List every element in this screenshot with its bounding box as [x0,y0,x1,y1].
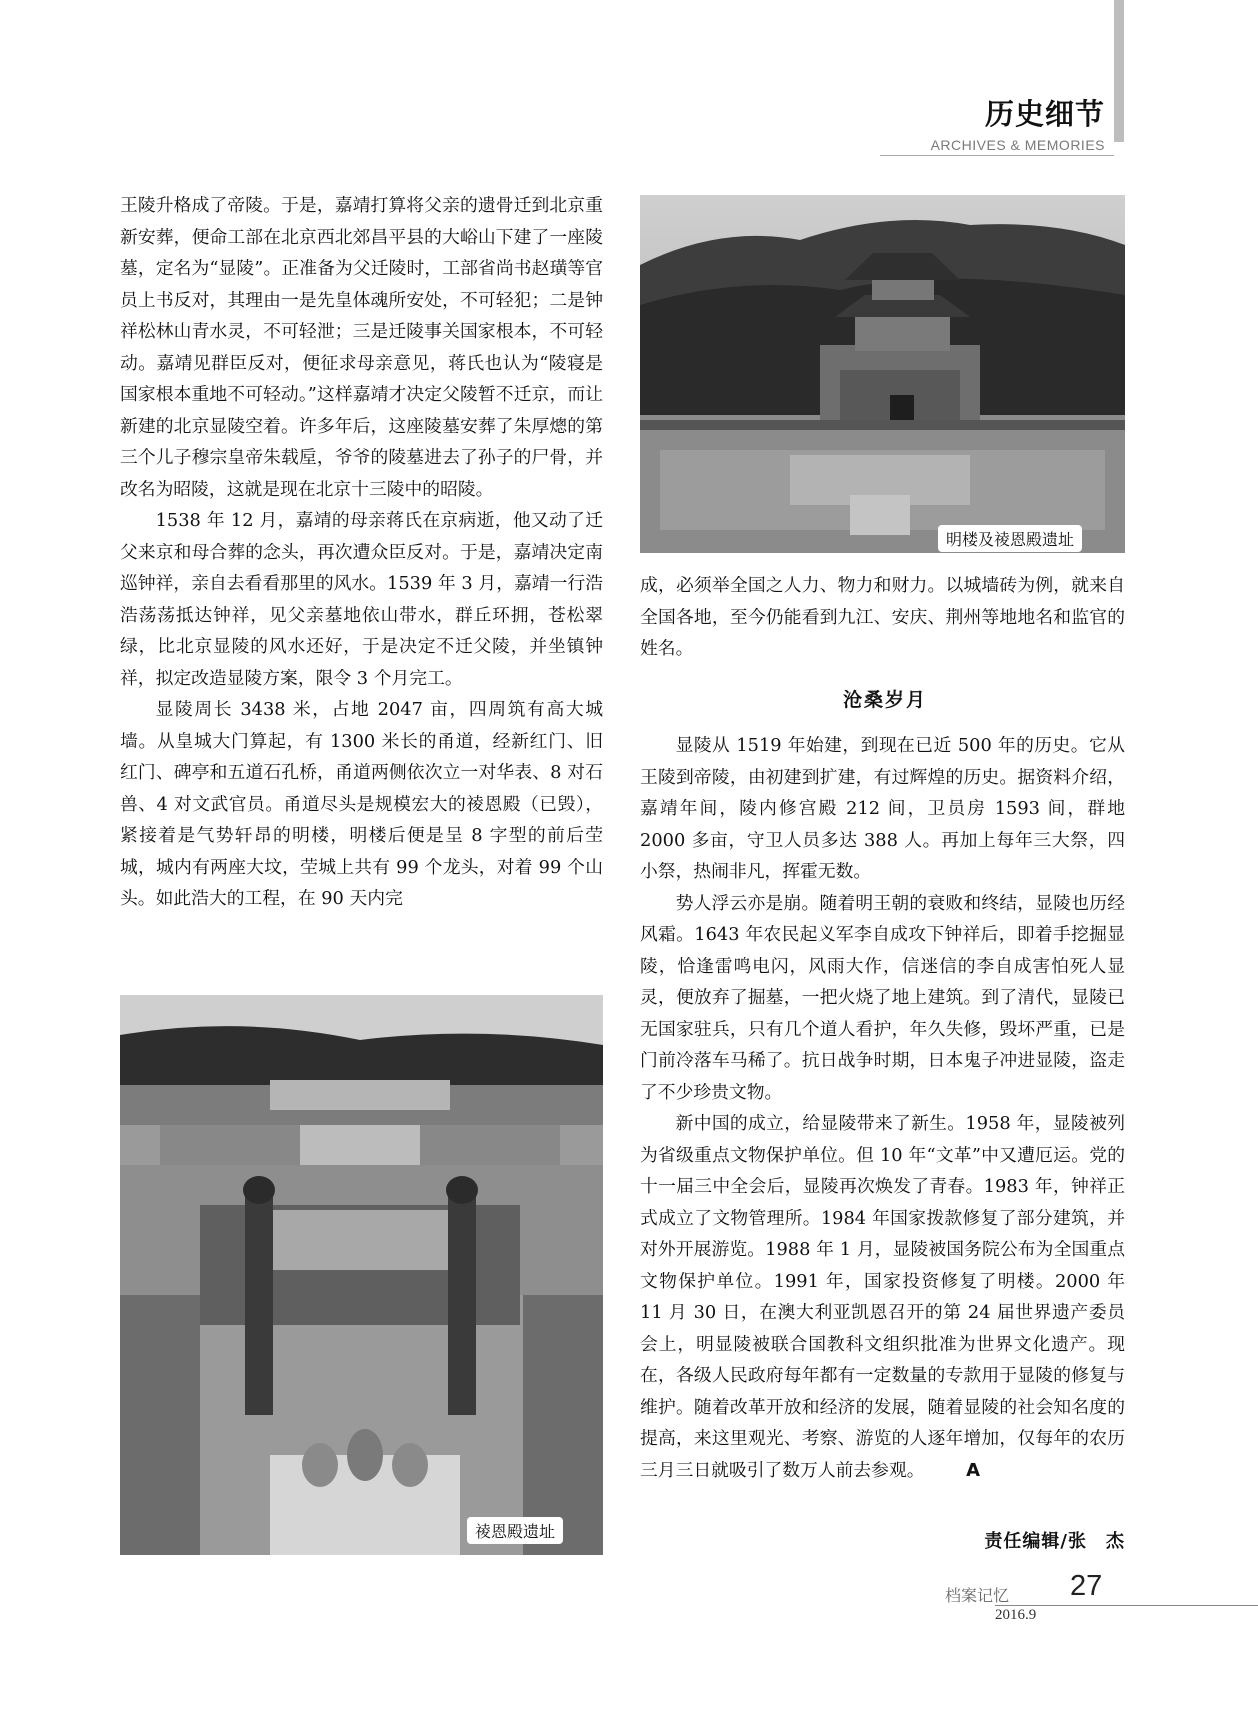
article-end-mark: A [966,1459,981,1481]
magazine-name: 档案记忆 [945,1586,1010,1605]
lingen-hall-photo [120,995,603,1555]
paragraph: 显陵从 1519 年始建，到现在已近 500 年的历史。它从王陵到帝陵，由初建到扩建，有过辉煌的历史。据资料介绍，嘉靖年间，陵内修宫殿 212 间，卫员房 1593 间，群地 2000 多亩，守卫人员多达 388 人。再加上每年三大祭，四小祭，热闹非凡，挥霍无数。 [640,735,1125,882]
issue-date: 2016.9 [995,1607,1037,1623]
paragraph: 1538 年 12 月，嘉靖的母亲蒋氏在京病逝，他又动了迁父来京和母合葬的念头，再次遭众臣反对。于是，嘉靖决定南巡钟祥，亲自去看看那里的风水。1539 年 3 月，嘉靖一行浩浩荡荡抵达钟祥，见父亲墓地依山带水，群丘环拥，苍松翠绿，比北京显陵的风水还好，于是决定不迁父陵，并坐镇钟祥，拟定改造显陵方案，限令 3 个月完工。 [120,510,603,689]
mingleu-photo-drawing [640,195,1125,553]
paragraph [640,1108,1125,1486]
column-subtitle: ARCHIVES & MEMORIES [930,137,1105,153]
lingen-hall-photo-caption: 祾恩殿遗址 [467,1517,563,1544]
right-top-text [640,570,1125,665]
section-heading: 沧桑岁月 [842,689,927,711]
mingleu-photo-caption: 明楼及祾恩殿遗址 [938,525,1082,552]
paragraph: 成，必须举全国之人力、物力和财力。以城墙砖为例，就来自全国各地，至今仍能看到九江、安庆、荆州等地地名和监官的姓名。 [640,575,1125,659]
paragraph: 显陵周长 3438 米，占地 2047 亩，四周筑有高大城墙。从皇城大门算起，有 1300 米长的甬道，经新红门、旧红门、碑亭和五道石孔桥，甬道两侧依次立一对华表、8 对石兽、4 对文武官员。甬道尽头是规模宏大的祾恩殿（已毁），紧接着是气势轩昂的明楼，明楼后便是呈 8 字型的前后茔城，城内有两座大坟，茔城上共有 99 个龙头，对着 99 个山头。如此浩大的工程，在 90 天内完 [120,699,603,909]
section-text [640,730,1125,1486]
paragraph: 势人浮云亦是崩。随着明王朝的衰败和终结，显陵也历经风霜。1643 年农民起义军李自成攻下钟祥后，即着手挖掘显陵，恰逢雷鸣电闪，风雨大作，信迷信的李自成害怕死人显灵，便放弃了掘墓，一把火烧了地上建筑。到了清代，显陵已无国家驻兵，只有几个道人看护，年久失修，毁坏严重，已是门前冷落车马稀了。抗日战争时期，日本鬼子冲进显陵，盗走了不少珍贵文物。 [640,892,1125,1103]
paragraph-text: 新中国的成立，给显陵带来了新生。1958 年，显陵被列为省级重点文物保护单位。但 10 年“文革”中又遭厄运。党的十一届三中全会后，显陵再次焕发了青春。1983 年，钟祥正式成立了文物管理所。1984 年国家拨款修复了部分建筑，并对外开展游览。1988 年 1 月，显陵被国务院公布为全国重点文物保护单位。1991 年，国家投资修复了明楼。2000 年 11 月 30 日，在澳大利亚凯恩召开的第 24 届世界遗产委员会上，明显陵被联合国教科文组织批准为世界文化遗产。现在，各级人民政府每年都有一定数量的专款用于显陵的修复与维护。随着改革开放和经济的发展，随着显陵的社会知名度的提高，来这里观光、考察、游览的人逐年增加，仅每年的农历三月三日就吸引了数万人前去参观。 [640,1113,1125,1481]
lingen-hall-photo-drawing [120,995,603,1555]
header-rule [880,155,1114,156]
editor-credit: 责任编辑/张 杰 [984,1531,1125,1552]
footer-rule [995,1605,1258,1606]
header-accent-bar [1114,0,1124,142]
column-title: 历史细节 [984,97,1105,131]
paragraph: 王陵升格成了帝陵。于是，嘉靖打算将父亲的遗骨迁到北京重新安葬，便命工部在北京西北郊昌平县的大峪山下建了一座陵墓，定名为“显陵”。正准备为父迁陵时，工部省尚书赵璜等官员上书反对，其理由一是先皇体魂所安处，不可轻犯；二是钟祥松林山青水灵，不可轻泄；三是迁陵事关国家根本，不可轻动。嘉靖见群臣反对，便征求母亲意见，蒋氏也认为“陵寝是国家根本重地不可轻动。”这样嘉靖才决定父陵暂不迁京，而让新建的北京显陵空着。许多年后，这座陵墓安葬了朱厚熜的第三个儿子穆宗皇帝朱载垕，爷爷的陵墓进去了孙子的尸骨，并改名为昭陵，这就是现在北京十三陵中的昭陵。 [120,195,603,500]
mingleu-photo [640,195,1125,553]
left-column-text [120,190,603,915]
page-number: 27 [1070,1570,1103,1602]
